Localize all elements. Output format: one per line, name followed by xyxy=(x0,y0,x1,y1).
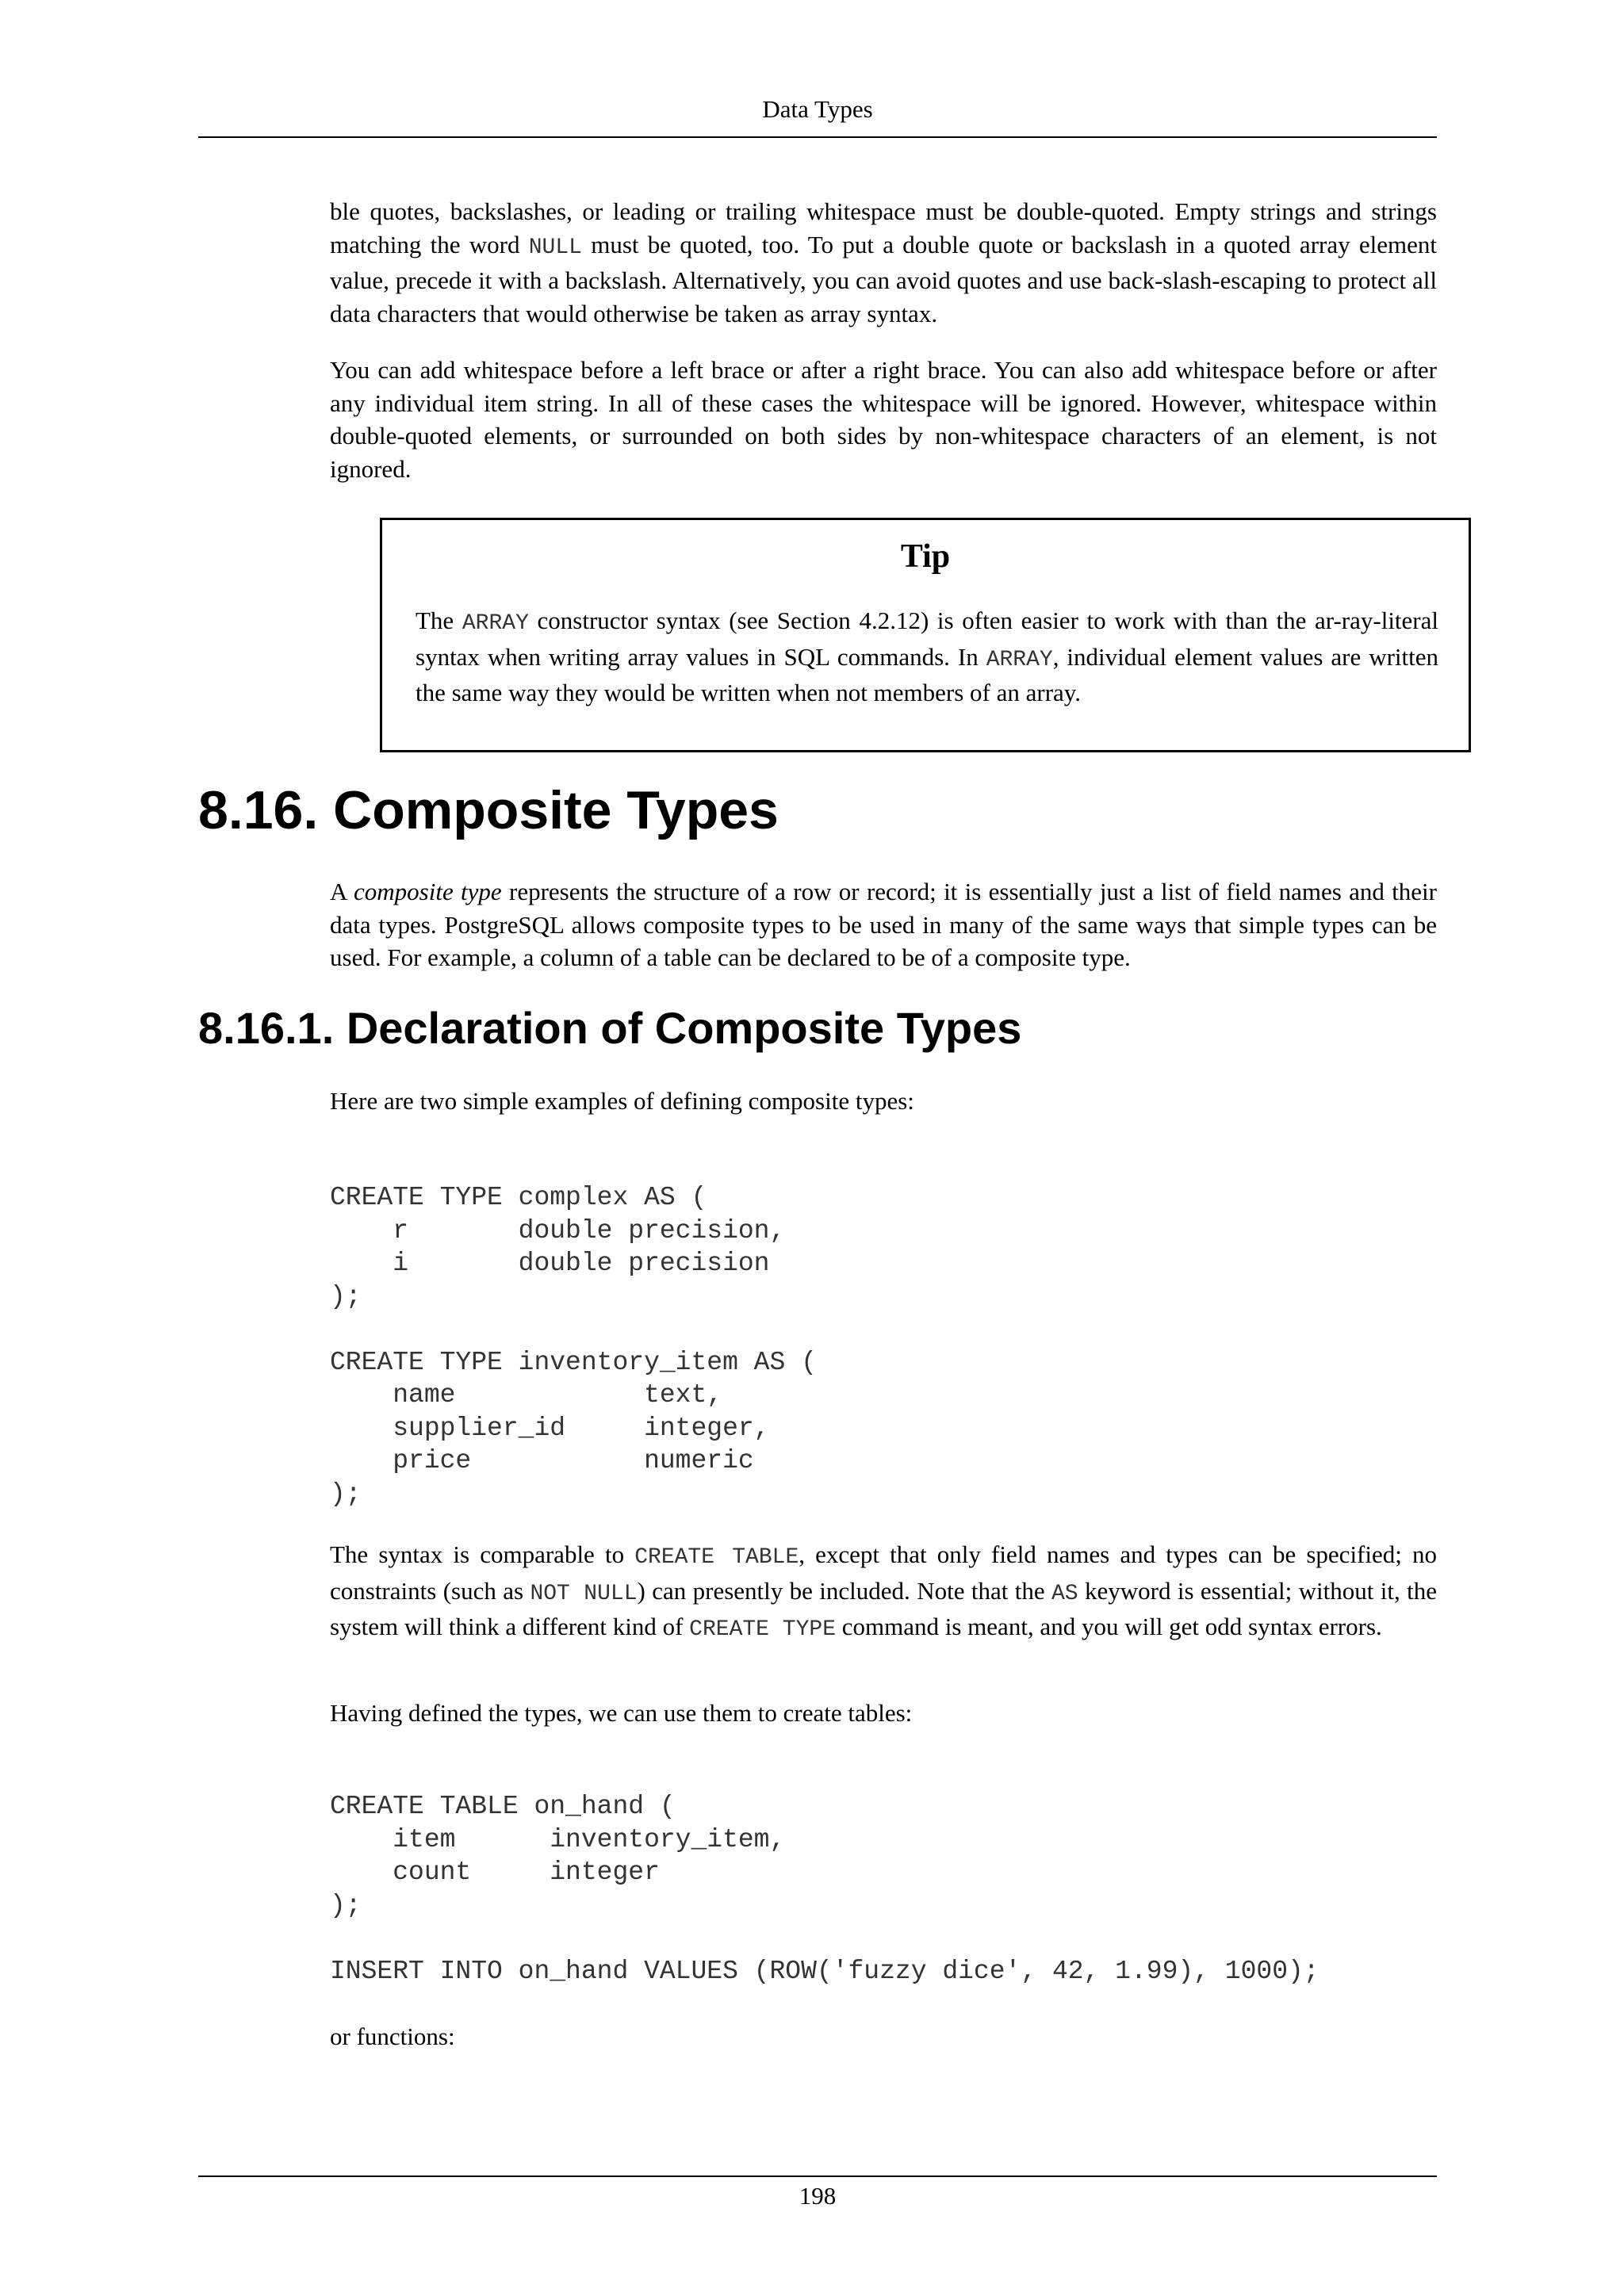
whitespace-paragraph: You can add whitespace before a left brace or after a right brace. You can also add whitespace before or after any individual item string. In all of these cases the whitespace will be ignored. However, whitespace within double-quoted elements, or surrounded on both sides by non-whitespace characters of an element, is not ignored. xyxy=(330,356,1437,483)
subsection-heading: 8.16.1. Declaration of Composite Types xyxy=(198,1003,1022,1053)
section-heading: 8.16. Composite Types xyxy=(198,780,779,840)
examples-intro-paragraph: Here are two simple examples of defining composite types: xyxy=(330,1087,914,1115)
tip-box xyxy=(380,518,1471,752)
footer-rule xyxy=(198,2175,1437,2177)
create-table-code-block: CREATE TABLE on_hand ( item inventory_item, count integer ); INSERT INTO on_hand VALUES (ROW('fuzzy dice', 42, 1.99), 1000); xyxy=(330,1792,1320,1986)
tip-body: The ARRAY constructor syntax (see Section 4.2.12) is often easier to work with than the ar-ray-literal syntax when writing array values in SQL commands. In ARRAY, individual element values are written the same way they would be written when not members of an array. xyxy=(416,607,1439,706)
tip-title: Tip xyxy=(900,538,951,575)
array-quoting-paragraph: ble quotes, backslashes, or leading or trailing whitespace must be double-quoted. Empty strings and strings matching the word NULL must be quoted, too. To put a double quote or backslash in a quoted array element value, precede it with a backslash. Alternatively, you can avoid quotes and use back-slash-escaping to protect all data characters that would otherwise be taken as array syntax. xyxy=(330,197,1437,327)
syntax-note-paragraph: The syntax is comparable to CREATE TABLE, except that only field names and types can be specified; no constraints (such as NOT NULL) can presently be included. Note that the AS keyword is essential; without it, the system will think a different kind of CREATE TYPE command is meant, and you will get odd syntax errors. xyxy=(330,1540,1438,1642)
create-tables-intro-paragraph: Having defined the types, we can use them to create tables: xyxy=(330,1699,913,1727)
functions-paragraph: or functions: xyxy=(330,2022,455,2050)
header-rule xyxy=(198,136,1437,138)
page-number: 198 xyxy=(799,2182,837,2210)
create-type-code-block: CREATE TYPE complex AS ( r double precision, i double precision ); CREATE TYPE inventory_item AS ( name text, supplier_id integer, price numeric ); xyxy=(330,1183,817,1509)
composite-intro-paragraph: A composite type represents the structure of a row or record; it is essentially just a list of field names and their data types. PostgreSQL allows composite types to be used in many of the same ways that simple types can be used. For example, a column of a table can be declared to be of a composite type. xyxy=(330,878,1437,971)
running-header: Data Types xyxy=(762,95,873,123)
